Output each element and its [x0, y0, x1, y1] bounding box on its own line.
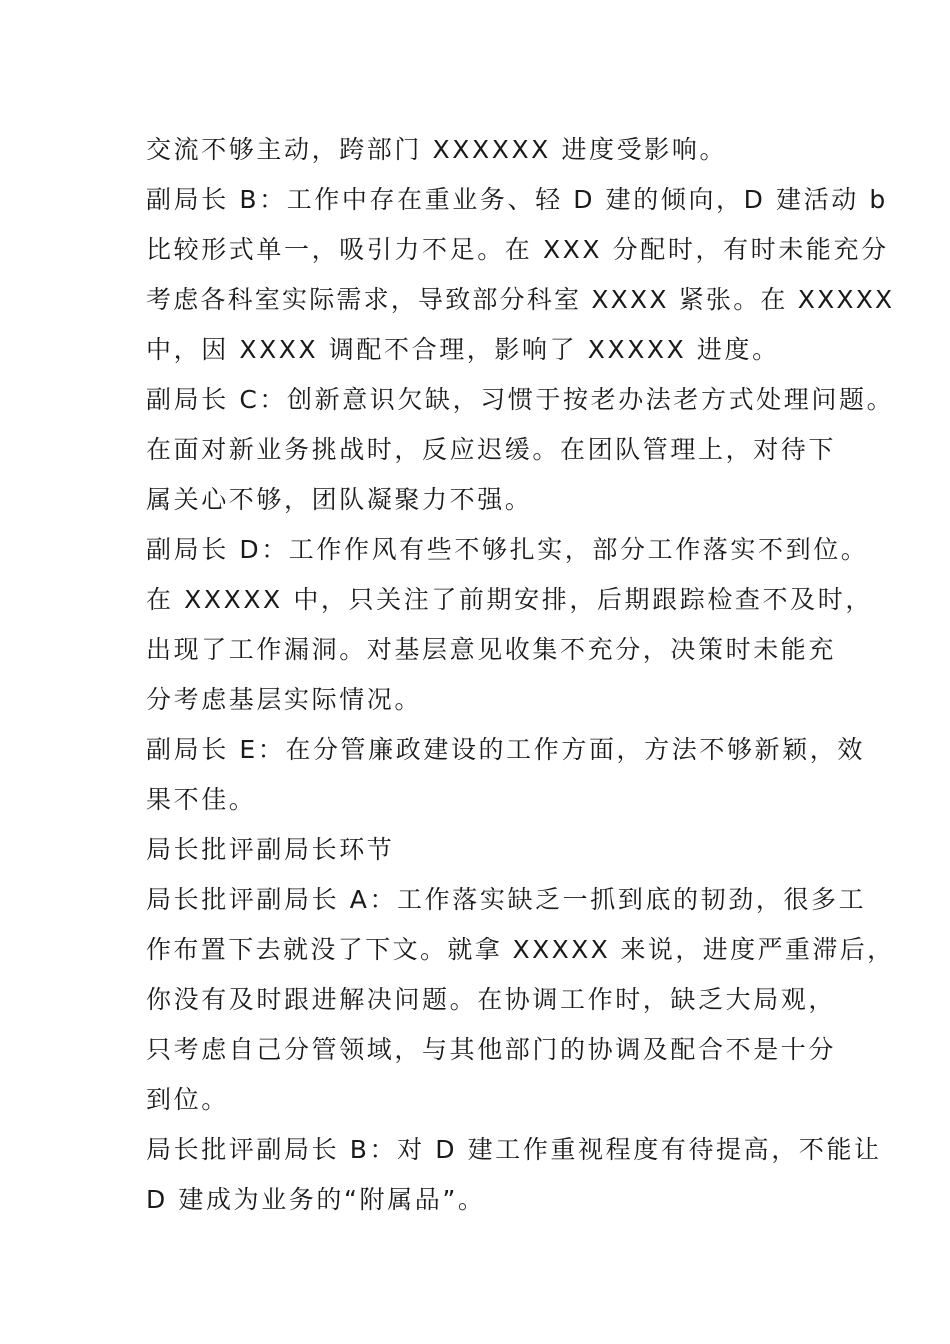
text-line: 只考虑自己分管领域，与其他部门的协调及配合不是十分 [146, 1035, 837, 1064]
text-line: 考虑各科室实际需求，导致部分科室 XXXX 紧张。在 XXXXX [146, 285, 895, 314]
text-line: 比较形式单一，吸引力不足。在 XXX 分配时，有时未能充分 [146, 235, 889, 264]
text-line: 交流不够主动，跨部门 XXXXXX 进度受影响。 [146, 135, 728, 164]
text-line: 作布置下去就没了下文。就拿 XXXXX 来说，进度严重滞后， [146, 935, 895, 964]
text-line: 你没有及时跟进解决问题。在协调工作时，缺乏大局观， [146, 985, 837, 1014]
text-line: 在 XXXXX 中，只关注了前期安排，后期跟踪检查不及时， [146, 585, 873, 614]
text-line: 分考虑基层实际情况。 [146, 685, 423, 714]
text-line: 出现了工作漏洞。对基层意见收集不充分，决策时未能充 [146, 635, 837, 664]
text-line: 副局长 B：工作中存在重业务、轻 D 建的倾向，D 建活动 b [146, 185, 888, 214]
text-line: 在面对新业务挑战时，反应迟缓。在团队管理上，对待下 [146, 435, 837, 464]
text-line: 局长批评副局长 A：工作落实缺乏一抓到底的韧劲，很多工 [146, 885, 867, 914]
text-line: 到位。 [146, 1085, 229, 1114]
text-line: 副局长 E：在分管廉政建设的工作方面，方法不够新颖，效 [146, 735, 865, 764]
text-line: 副局长 D：工作作风有些不够扎实，部分工作落实不到位。 [146, 535, 869, 564]
section-heading: 局长批评副局长环节 [146, 835, 395, 864]
text-line: D 建成为业务的“附属品”。 [146, 1185, 486, 1214]
text-line: 副局长 C：创新意识欠缺，习惯于按老办法老方式处理问题。 [146, 385, 895, 414]
text-line: 局长批评副局长 B：对 D 建工作重视程度有待提高，不能让 [146, 1135, 882, 1164]
text-line: 中，因 XXXX 调配不合理，影响了 XXXXX 进度。 [146, 335, 780, 364]
text-line: 果不佳。 [146, 785, 257, 814]
text-line: 属关心不够，团队凝聚力不强。 [146, 485, 533, 514]
